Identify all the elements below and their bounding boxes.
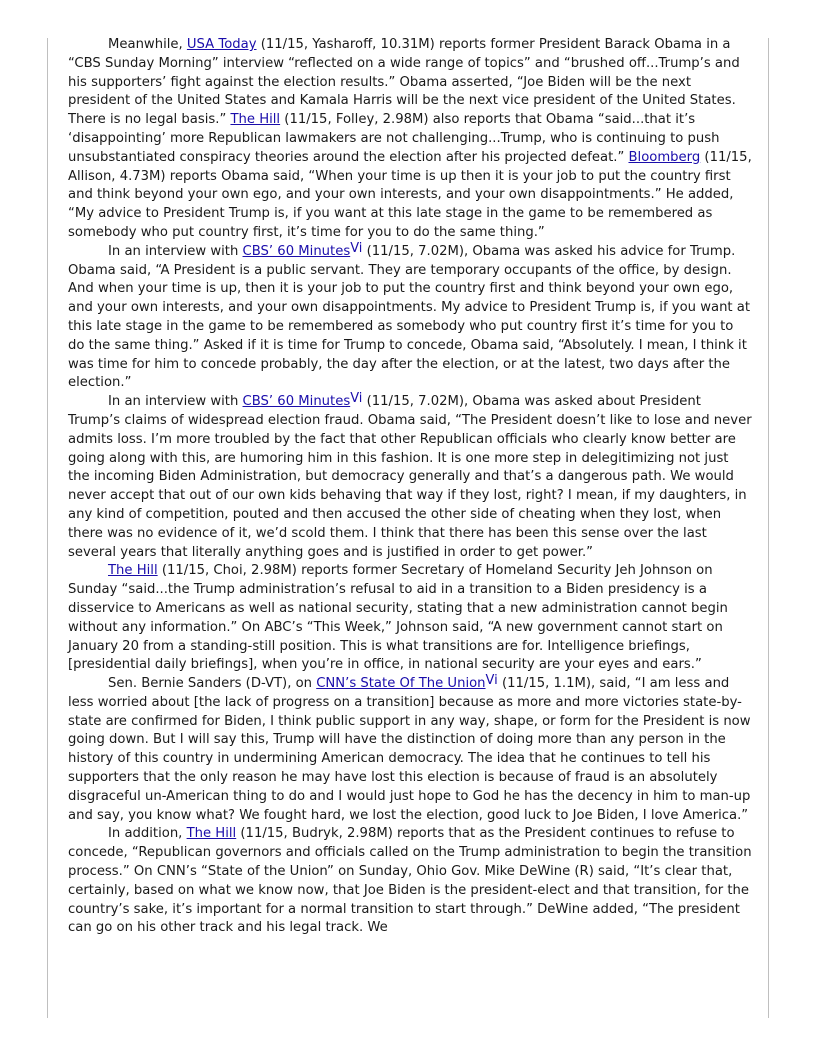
video-indicator: Vi [350, 391, 363, 407]
paragraph-text: In an interview with [108, 394, 243, 410]
paragraph-text: (11/15, Choi, 2.98M) reports former Secretary of Homeland Security Jeh Johnson on Sunday “said...the Trump administration’s refusal to aid in a transition to a Biden presidency is a disservice to Americans as well as national security, stating that a new administration cannot begin without any information.” On ABC’s “This Week,” Johnson said, “A new government cannot start on January 20 from a standing-still position. This is what transitions are for. Intelligence briefings, [presidential daily briefings], when you’re in office, in national security are your eyes and ears.” [68, 563, 728, 673]
source-link[interactable]: The Hill [186, 826, 237, 842]
paragraph-text: (11/15, 1.1M), said, “I am less and less worried about [the lack of progress on a transition] because as more and more victories state-by-state are confirmed for Biden, I think public support in any way, shape, or form for the President is now going down. But I will say this, Trump will have the distinction of doing more than any person in the history of this country in undermining American democracy. The idea that he continues to tell his supporters that the only reason he may have lost this election is because of fraud is an absolutely disgraceful un-American thing to do and I would just hope to God he has the decency in him to man-up and say, you know what? We fought hard, we lost the election, good luck to Joe Biden, I love America.” [68, 676, 751, 823]
paragraph [68, 675, 753, 825]
paragraph-text: (11/15, Budryk, 2.98M) reports that as the President continues to refuse to concede, “Republican governors and officials called on the Trump administration to begin the transition process.” On CNN’s “State of the Union” on Sunday, Ohio Gov. Mike DeWine (R) said, “It’s clear that, certainly, based on what we know now, that Joe Biden is the president-elect and that transition, for the country’s sake, it’s important for a normal transition to start through.” DeWine added, “The president can go on his other track and his legal track. We [68, 826, 752, 936]
source-link[interactable]: The Hill [108, 563, 158, 579]
paragraph-text: Sen. Bernie Sanders (D-VT), on [108, 676, 317, 692]
video-indicator: Vi [485, 673, 498, 689]
paragraph-text: (11/15, 7.02M), Obama was asked about President Trump’s claims of widespread election fraud. Obama said, “The President doesn’t like to lose and never admits loss. I’m more troubled by the fact that other Republican officials who clearly know better are going along with this, are humoring him in this fashion. It is one more step in delegitimizing not just the incoming Biden Administration, but democracy generally and that’s a dangerous path. We would never accept that out of our own kids behaving that way if they lost, right? I mean, if my daughters, in any kind of competition, pouted and then accused the other side of cheating when they lost, when there was no evidence of it, we’d scold them. I think that there has been this sense over the last several years that literally anything goes and is justified in order to get power.” [68, 394, 752, 560]
video-indicator: Vi [350, 240, 363, 256]
source-link[interactable]: USA Today [186, 37, 257, 52]
paragraph [68, 393, 753, 562]
paragraph-text: (11/15, Allison, 4.73M) reports Obama said, “When your time is up then it is your job to put the country first and think beyond your own ego, and your own interests, and your own disappointments.” He added, “My advice to President Trump is, if you want at this late stage in the game to be remembered as somebody who put country first, it’s time for you to do the same thing.” [68, 149, 752, 240]
paragraph-text: Meanwhile, [108, 37, 187, 52]
source-link[interactable]: CBS’ 60 Minutes [242, 394, 351, 410]
paragraph-text: (11/15, Yasharoff, 10.31M) reports former President Barack Obama in a “CBS Sunday Morning” interview “reflected on a wide range of topics” and “brushed off...Trump’s and his supporters’ fight against the election results.” Obama asserted, “Joe Biden will be the next president of the United States and Kamala Harris will be the next vice president of the United States. There is no legal basis.” [68, 37, 740, 128]
page-margin-line-right [768, 38, 769, 1018]
paragraph [68, 825, 753, 938]
source-link[interactable]: CBS’ 60 Minutes [242, 243, 351, 259]
paragraph-text: (11/15, Folley, 2.98M) also reports that Obama “said...that it’s ‘disappointing’ more Republican lawmakers are not challenging...Trump, who is continuing to push unsubstantiated conspiracy theories around the election after his projected defeat.” [68, 112, 720, 165]
paragraph [68, 240, 753, 393]
paragraph-text: (11/15, 7.02M), Obama was asked his advice for Trump. Obama said, “A President is a public servant. They are temporary occupants of the office, by design. And when your time is up, then it is your job to put the country first and think beyond your own ego, and your own interests, and your own disappointments. My advice to President Trump is, if you want at this late stage in the game to be remembered as somebody who put country first it’s time for you to do the same thing.” Asked if it is time for Trump to concede, Obama said, “Absolutely. I mean, I think it was time for him to concede probably, the day after the election, or at the latest, two days after the election.” [68, 243, 751, 391]
paragraph-text: In addition, [108, 826, 187, 842]
page-margin-line-left [47, 38, 48, 1018]
paragraph [68, 36, 753, 243]
source-link[interactable]: Bloomberg [628, 149, 701, 165]
document-body [68, 36, 753, 938]
paragraph [68, 562, 753, 675]
source-link[interactable]: CNN’s State Of The Union [316, 676, 486, 692]
source-link[interactable]: The Hill [230, 112, 281, 128]
paragraph-text: In an interview with [108, 243, 243, 259]
